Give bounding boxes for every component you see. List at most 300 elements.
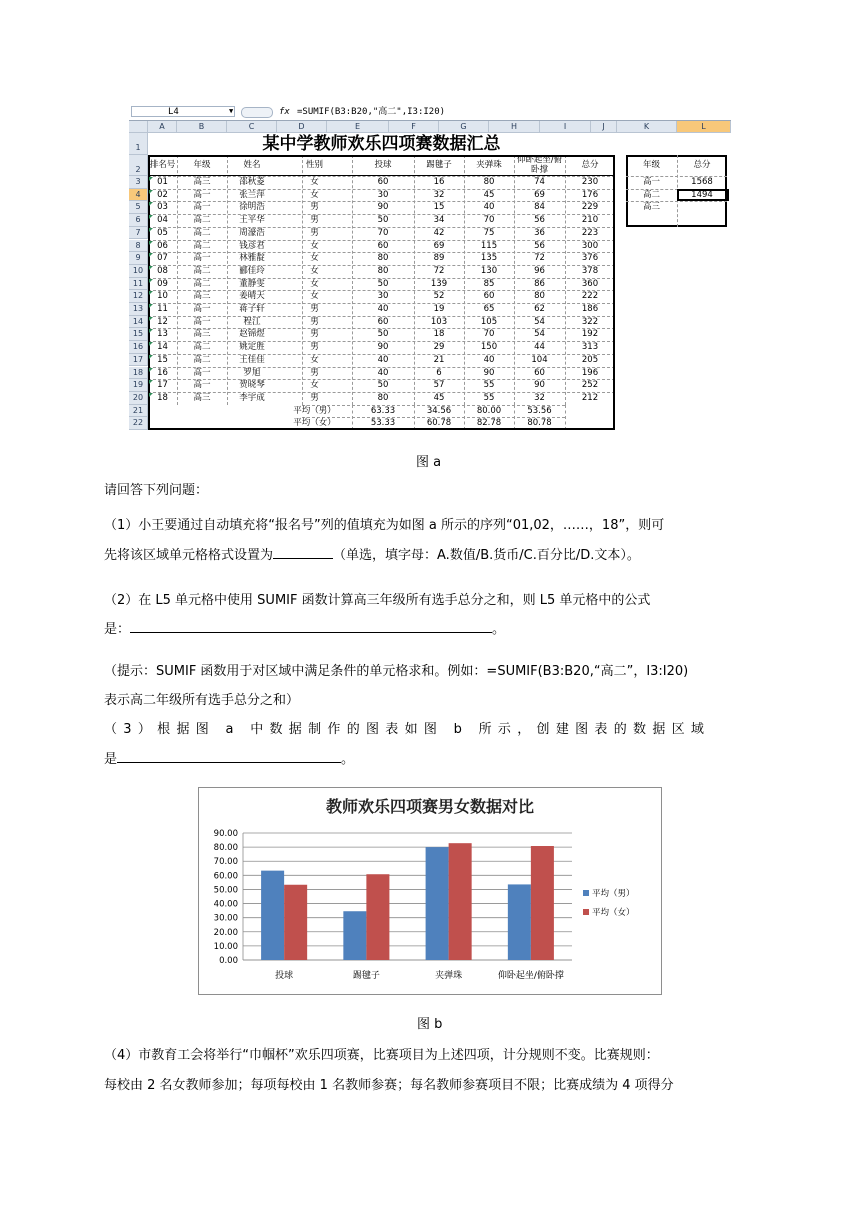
data-cell[interactable]: 176 xyxy=(581,189,599,200)
data-cell[interactable]: 300 xyxy=(581,240,599,251)
data-cell[interactable]: 44 xyxy=(534,342,545,353)
data-cell[interactable]: 男 xyxy=(310,342,319,353)
data-cell[interactable]: 10 xyxy=(157,291,168,302)
data-cell[interactable]: 高二 xyxy=(193,354,211,365)
header-cell[interactable]: 排名号 xyxy=(149,160,176,170)
q4-line-1: （4）市教育工会将举行“巾帼杯”欢乐四项赛，比赛项目为上述四项，计分规则不变。比赛规则： xyxy=(104,1048,659,1063)
average-cell[interactable]: 80.00 xyxy=(476,405,502,416)
row-header-9[interactable]: 9 xyxy=(129,252,148,265)
data-cell[interactable]: 252 xyxy=(581,380,599,391)
header-cell[interactable]: 总分 xyxy=(581,160,599,170)
chart-figure-b xyxy=(198,787,662,995)
data-cell[interactable]: 董静雯 xyxy=(239,278,265,289)
data-cell[interactable]: 210 xyxy=(581,215,599,226)
data-cell[interactable]: 高二 xyxy=(193,215,211,226)
column-header-e[interactable]: E xyxy=(327,121,389,133)
data-cell[interactable]: 12 xyxy=(157,316,168,327)
data-cell[interactable]: 84 xyxy=(534,202,545,213)
data-cell[interactable]: 16 xyxy=(433,177,445,187)
column-header-f[interactable]: F xyxy=(389,121,439,133)
bar-female xyxy=(284,885,307,960)
data-cell[interactable]: 男 xyxy=(310,316,319,327)
data-cell[interactable]: 322 xyxy=(581,316,599,327)
data-cell[interactable]: 60 xyxy=(377,316,389,327)
y-tick-label: 50.00 xyxy=(213,885,238,896)
data-cell[interactable]: 89 xyxy=(433,253,445,264)
zoom-slider-icon xyxy=(241,107,273,118)
data-cell[interactable]: 罗旭 xyxy=(243,367,261,378)
data-cell[interactable]: 03 xyxy=(157,202,168,213)
row-header-1[interactable]: 1 xyxy=(129,133,148,155)
data-cell[interactable]: 18 xyxy=(157,392,168,403)
data-cell[interactable]: 313 xyxy=(581,342,599,353)
data-cell[interactable]: 高一 xyxy=(193,304,211,314)
data-cell[interactable]: 29 xyxy=(433,342,445,353)
data-cell[interactable]: 林雅靛 xyxy=(239,253,265,264)
text-number-indicator-icon xyxy=(149,329,153,333)
row-header-3[interactable]: 3 xyxy=(129,176,148,189)
x-tick-label: 仰卧起坐/俯卧撑 xyxy=(497,971,564,981)
header-cell[interactable]: 姓名 xyxy=(243,160,261,170)
legend-swatch xyxy=(583,890,589,896)
data-cell[interactable]: 69 xyxy=(534,189,545,200)
text-number-indicator-icon xyxy=(149,355,153,359)
row-header-11[interactable]: 11 xyxy=(129,278,148,291)
q1-line-2-start: 先将该区域单元格格式设置为 xyxy=(104,548,274,563)
chart-title: 教师欢乐四项赛男女数据对比 xyxy=(325,797,535,816)
q3-answer-blank[interactable] xyxy=(117,748,341,763)
x-tick-label: 夹弹珠 xyxy=(435,971,463,981)
data-cell[interactable]: 男 xyxy=(310,227,319,238)
data-cell[interactable]: 30 xyxy=(377,291,389,302)
summary-cell[interactable]: 1568 xyxy=(691,177,713,187)
text-number-indicator-icon xyxy=(149,266,153,270)
column-header-k[interactable]: K xyxy=(617,121,677,133)
data-cell[interactable]: 17 xyxy=(157,380,168,391)
data-cell[interactable]: 6 xyxy=(436,367,442,378)
data-cell[interactable]: 40 xyxy=(377,367,389,378)
column-header-l[interactable]: L xyxy=(677,121,731,133)
column-header-i[interactable]: I xyxy=(540,121,591,133)
row-header-2[interactable]: 2 xyxy=(129,155,148,176)
data-cell[interactable]: 50 xyxy=(377,380,389,391)
bar-female xyxy=(366,874,389,960)
y-tick-label: 0.00 xyxy=(219,956,238,966)
q1-line-1: （1）小王要通过自动填充将“报名号”列的值填充为如图 a 所示的序列“01,02，……，18”，则可 xyxy=(104,518,665,533)
data-cell[interactable]: 196 xyxy=(581,367,599,378)
row-header-5[interactable]: 5 xyxy=(129,201,148,214)
data-cell[interactable]: 70 xyxy=(483,329,495,340)
q3-line-1: （3）根据图 a 中数据制作的图表如图 b 所示，创建图表的数据区域 xyxy=(104,722,711,737)
data-cell[interactable]: 女 xyxy=(310,291,319,302)
data-cell[interactable]: 高一 xyxy=(193,380,211,391)
row-header-19[interactable]: 19 xyxy=(129,379,148,392)
data-cell[interactable]: 高一 xyxy=(193,253,211,264)
data-cell[interactable]: 邵秋菱 xyxy=(239,177,265,187)
q1-answer-blank[interactable] xyxy=(273,544,333,559)
data-cell[interactable]: 姜晴天 xyxy=(239,291,265,302)
text-number-indicator-icon xyxy=(149,279,153,283)
data-cell[interactable]: 130 xyxy=(480,265,498,276)
row-header-10[interactable]: 10 xyxy=(129,265,148,278)
text-number-indicator-icon xyxy=(149,177,153,181)
select-all-corner[interactable] xyxy=(129,121,148,133)
text-number-indicator-icon xyxy=(149,317,153,321)
row-header-7[interactable]: 7 xyxy=(129,227,148,240)
data-cell[interactable]: 高二 xyxy=(193,342,211,353)
row-header-22[interactable]: 22 xyxy=(129,417,148,430)
data-cell[interactable]: 高三 xyxy=(193,329,211,340)
data-cell[interactable]: 男 xyxy=(310,215,319,226)
data-cell[interactable]: 80 xyxy=(534,291,545,302)
average-cell[interactable]: 60.78 xyxy=(426,418,452,429)
data-cell[interactable]: 09 xyxy=(157,278,168,289)
row-header-20[interactable]: 20 xyxy=(129,392,148,405)
data-cell[interactable]: 60 xyxy=(483,291,495,302)
data-cell[interactable]: 40 xyxy=(483,202,495,213)
data-cell[interactable]: 高三 xyxy=(193,291,211,302)
intro-text: 请回答下列问题： xyxy=(104,483,209,498)
data-cell[interactable]: 女 xyxy=(310,380,319,391)
data-cell[interactable]: 男 xyxy=(310,367,319,378)
data-cell[interactable]: 90 xyxy=(483,367,495,378)
figure-a-caption: 图 a xyxy=(416,455,442,470)
data-cell[interactable]: 36 xyxy=(534,227,545,238)
data-cell[interactable]: 55 xyxy=(483,392,495,403)
data-cell[interactable]: 80 xyxy=(377,253,389,264)
data-cell[interactable]: 高三 xyxy=(193,392,211,403)
header-cell[interactable]: 踢毽子 xyxy=(426,160,452,170)
data-cell[interactable]: 103 xyxy=(430,316,448,327)
column-header-h[interactable]: H xyxy=(489,121,540,133)
data-cell[interactable]: 72 xyxy=(433,265,445,276)
data-cell[interactable]: 54 xyxy=(534,316,545,327)
header-cell[interactable]: 投球 xyxy=(374,160,392,170)
data-cell[interactable]: 50 xyxy=(377,215,389,226)
data-cell[interactable]: 90 xyxy=(377,202,389,213)
data-cell[interactable]: 高一 xyxy=(193,367,211,378)
data-cell[interactable]: 高一 xyxy=(193,202,211,213)
data-cell[interactable]: 16 xyxy=(157,367,168,378)
text-number-indicator-icon xyxy=(149,368,153,372)
q3-line-2 xyxy=(104,745,758,774)
data-cell[interactable]: 女 xyxy=(310,253,319,264)
text-number-indicator-icon xyxy=(149,228,153,232)
legend-swatch xyxy=(583,909,589,915)
data-cell[interactable]: 女 xyxy=(310,265,319,276)
data-cell[interactable]: 32 xyxy=(534,392,545,403)
data-cell[interactable]: 王佳佳 xyxy=(239,354,265,365)
data-cell[interactable]: 40 xyxy=(377,304,389,314)
y-tick-label: 20.00 xyxy=(213,927,238,938)
data-cell[interactable]: 高三 xyxy=(193,177,211,187)
data-cell[interactable]: 230 xyxy=(581,177,599,187)
data-cell[interactable]: 192 xyxy=(581,329,599,340)
header-cell[interactable]: 性别 xyxy=(305,160,323,170)
row-header-4[interactable]: 4 xyxy=(129,189,148,202)
data-cell[interactable]: 李宇成 xyxy=(239,392,265,403)
data-cell[interactable]: 85 xyxy=(483,278,495,289)
data-cell[interactable]: 80 xyxy=(483,177,495,187)
data-cell[interactable]: 376 xyxy=(581,253,599,264)
row-header-17[interactable]: 17 xyxy=(129,354,148,367)
text-number-indicator-icon xyxy=(149,241,153,245)
data-cell[interactable]: 42 xyxy=(433,227,445,238)
data-cell[interactable]: 40 xyxy=(377,354,389,365)
x-tick-label: 踢毽子 xyxy=(352,971,380,981)
data-cell[interactable]: 04 xyxy=(157,215,168,226)
data-cell[interactable]: 60 xyxy=(377,177,389,187)
data-cell[interactable]: 60 xyxy=(534,367,545,378)
data-cell[interactable]: 男 xyxy=(310,392,319,403)
summary-cell[interactable]: 1494 xyxy=(691,189,713,200)
average-cell[interactable]: 平均（女） xyxy=(293,418,336,429)
data-cell[interactable]: 08 xyxy=(157,265,168,276)
data-cell[interactable]: 赵锦煜 xyxy=(239,329,265,340)
data-cell[interactable]: 70 xyxy=(377,227,389,238)
q3-line-2-end: 。 xyxy=(341,752,355,767)
data-cell[interactable]: 王平华 xyxy=(239,215,265,226)
data-cell[interactable]: 15 xyxy=(157,354,168,365)
data-cell[interactable]: 07 xyxy=(157,253,168,264)
data-cell[interactable]: 女 xyxy=(310,177,319,187)
row-header-6[interactable]: 6 xyxy=(129,214,148,227)
data-cell[interactable]: 80 xyxy=(377,265,389,276)
average-cell[interactable]: 82.78 xyxy=(476,418,502,429)
data-cell[interactable]: 32 xyxy=(433,189,445,200)
average-cell[interactable]: 80.78 xyxy=(527,418,552,429)
legend-label: 平均（男） xyxy=(592,889,635,899)
data-cell[interactable]: 40 xyxy=(483,354,495,365)
data-cell[interactable]: 104 xyxy=(531,354,548,365)
data-cell[interactable]: 378 xyxy=(581,265,599,276)
data-cell[interactable]: 19 xyxy=(433,304,445,314)
data-cell[interactable]: 50 xyxy=(377,278,389,289)
data-cell[interactable]: 65 xyxy=(483,304,495,314)
data-cell[interactable]: 21 xyxy=(433,354,445,365)
data-cell[interactable]: 45 xyxy=(483,189,495,200)
y-tick-label: 10.00 xyxy=(213,941,238,952)
formula-content[interactable]: =SUMIF(B3:B20,"高二",I3:I20) xyxy=(297,107,446,117)
header-cell[interactable]: 年级 xyxy=(193,160,211,170)
chart-svg xyxy=(199,788,661,994)
data-cell[interactable]: 105 xyxy=(480,316,498,327)
column-header-j[interactable]: J xyxy=(591,121,617,133)
bar-female xyxy=(449,843,472,960)
y-tick-label: 80.00 xyxy=(213,843,238,854)
column-header-b[interactable]: B xyxy=(177,121,227,133)
data-cell[interactable]: 150 xyxy=(480,342,498,353)
data-cell[interactable]: 高二 xyxy=(193,265,211,276)
q2-line-1: （2）在 L5 单元格中使用 SUMIF 函数计算高三年级所有选手总分之和，则 L5 单元格中的公式 xyxy=(104,593,651,608)
data-cell[interactable]: 30 xyxy=(377,189,389,200)
data-cell[interactable]: 贺晓琴 xyxy=(239,380,265,391)
y-tick-label: 60.00 xyxy=(213,871,238,882)
data-cell[interactable]: 周濠浩 xyxy=(239,227,265,238)
formula-bar xyxy=(129,104,731,121)
data-cell[interactable]: 高二 xyxy=(193,227,211,238)
data-cell[interactable]: 男 xyxy=(310,329,319,340)
bar-female xyxy=(531,846,554,960)
data-cell[interactable]: 360 xyxy=(581,278,599,289)
data-cell[interactable]: 80 xyxy=(377,392,389,403)
q2-line-2-start: 是： xyxy=(104,622,131,637)
name-box-dropdown-icon[interactable]: ▼ xyxy=(229,107,234,115)
data-cell[interactable]: 徐明浩 xyxy=(239,202,265,213)
data-cell[interactable]: 54 xyxy=(534,329,545,340)
data-cell[interactable]: 34 xyxy=(433,215,445,226)
text-number-indicator-icon xyxy=(149,304,153,308)
y-tick-label: 90.00 xyxy=(213,829,238,839)
text-number-indicator-icon xyxy=(149,291,153,295)
q3-line-2-start: 是 xyxy=(104,752,118,767)
x-tick-label: 投球 xyxy=(275,971,294,981)
column-header-c[interactable]: C xyxy=(227,121,277,133)
name-box[interactable]: L4 xyxy=(131,106,235,117)
data-cell[interactable]: 139 xyxy=(430,278,448,289)
data-cell[interactable]: 蒋子轩 xyxy=(239,304,265,314)
hint-line-2: 表示高二年级所有选手总分之和） xyxy=(104,693,300,708)
summary-cell[interactable]: 高三 xyxy=(642,202,660,213)
text-number-indicator-icon xyxy=(149,253,153,257)
data-cell[interactable]: 90 xyxy=(377,342,389,353)
summary-cell[interactable]: 高一 xyxy=(642,177,660,187)
data-cell[interactable]: 13 xyxy=(157,329,168,340)
data-cell[interactable]: 05 xyxy=(157,227,168,238)
data-cell[interactable]: 男 xyxy=(310,202,319,213)
data-cell[interactable]: 郦佳玲 xyxy=(239,265,265,276)
summary-header-cell[interactable]: 年级 xyxy=(642,160,660,170)
data-cell[interactable]: 女 xyxy=(310,354,319,365)
data-cell[interactable]: 70 xyxy=(483,215,495,226)
row-header-18[interactable]: 18 xyxy=(129,367,148,380)
average-cell[interactable]: 53.33 xyxy=(370,418,396,429)
data-cell[interactable]: 229 xyxy=(581,202,599,213)
row-header-12[interactable]: 12 xyxy=(129,290,148,303)
text-number-indicator-icon xyxy=(149,342,153,346)
text-number-indicator-icon xyxy=(149,215,153,219)
data-cell[interactable]: 高二 xyxy=(193,278,211,289)
hint-line-1: （提示：SUMIF 函数用于对区域中满足条件的单元格求和。例如：=SUMIF(B3:B20,“高二”，I3:I20) xyxy=(104,664,689,679)
data-cell[interactable]: 86 xyxy=(534,278,545,289)
data-cell[interactable]: 女 xyxy=(310,189,319,200)
data-cell[interactable]: 11 xyxy=(157,304,168,314)
data-cell[interactable]: 96 xyxy=(534,265,545,276)
row-header-13[interactable]: 13 xyxy=(129,303,148,316)
bar-male xyxy=(343,911,366,960)
data-cell[interactable]: 62 xyxy=(534,304,545,314)
data-cell[interactable]: 姚定胜 xyxy=(239,342,265,353)
data-cell[interactable]: 205 xyxy=(581,354,599,365)
data-cell[interactable]: 115 xyxy=(480,240,498,251)
data-cell[interactable]: 57 xyxy=(433,380,445,391)
data-cell[interactable]: 06 xyxy=(157,240,168,251)
figure-b-caption: 图 b xyxy=(417,1017,443,1032)
data-cell[interactable]: 212 xyxy=(581,392,599,403)
data-cell[interactable]: 52 xyxy=(433,291,445,302)
bar-male xyxy=(508,884,531,960)
text-number-indicator-icon xyxy=(149,202,153,206)
data-cell[interactable]: 75 xyxy=(483,227,495,238)
summary-cell[interactable]: 高二 xyxy=(642,189,660,200)
row-header-15[interactable]: 15 xyxy=(129,328,148,341)
summary-cell[interactable] xyxy=(677,201,727,214)
data-cell[interactable]: 01 xyxy=(157,177,168,187)
legend-label: 平均（女） xyxy=(592,908,635,918)
data-cell[interactable]: 60 xyxy=(377,240,389,251)
data-cell[interactable]: 223 xyxy=(581,227,599,238)
average-cell[interactable]: 34.56 xyxy=(426,405,452,416)
column-header-a[interactable]: A xyxy=(148,121,177,133)
summary-header-cell[interactable]: 总分 xyxy=(693,160,711,170)
text-number-indicator-icon xyxy=(149,190,153,194)
data-cell[interactable]: 高二 xyxy=(193,240,211,251)
y-tick-label: 70.00 xyxy=(213,857,238,868)
average-cell[interactable]: 63.33 xyxy=(370,405,396,416)
data-cell[interactable]: 张兰萍 xyxy=(239,189,265,200)
fx-label[interactable]: fx xyxy=(279,107,290,117)
data-cell[interactable]: 高一 xyxy=(193,316,211,327)
row-header-8[interactable]: 8 xyxy=(129,240,148,253)
sheet-title: 某中学教师欢乐四项赛数据汇总 xyxy=(262,134,501,154)
column-header-g[interactable]: G xyxy=(439,121,489,133)
data-cell[interactable]: 02 xyxy=(157,189,168,200)
data-cell[interactable]: 186 xyxy=(581,304,599,314)
data-cell[interactable]: 74 xyxy=(534,177,545,187)
row-header-16[interactable]: 16 xyxy=(129,341,148,354)
data-cell[interactable]: 90 xyxy=(534,380,545,391)
bar-male xyxy=(426,847,449,960)
q4-line-2: 每校由 2 名女教师参加；每项每校由 1 名教师参赛；每名教师参赛项目不限；比赛成绩为 4 项得分 xyxy=(104,1078,674,1093)
column-header-d[interactable]: D xyxy=(277,121,327,133)
average-cell[interactable]: 平均（男） xyxy=(293,405,336,416)
data-cell[interactable]: 男 xyxy=(310,304,319,314)
data-cell[interactable]: 45 xyxy=(433,392,445,403)
bar-male xyxy=(261,871,284,960)
q1-line-2 xyxy=(104,541,758,570)
text-number-indicator-icon xyxy=(149,380,153,384)
data-cell[interactable]: 14 xyxy=(157,342,168,353)
q2-answer-blank[interactable] xyxy=(130,618,492,633)
data-cell[interactable]: 程江 xyxy=(243,316,261,327)
average-cell[interactable]: 53.56 xyxy=(527,405,552,416)
q2-line-2 xyxy=(104,615,758,644)
data-cell[interactable]: 56 xyxy=(534,215,545,226)
data-cell[interactable]: 15 xyxy=(433,202,445,213)
data-cell[interactable]: 55 xyxy=(483,380,495,391)
header-cell[interactable]: 夹弹珠 xyxy=(476,160,502,170)
q1-line-2-end: （单选，填字母：A.数值/B.货币/C.百分比/D.文本）。 xyxy=(333,548,640,563)
data-cell[interactable]: 钱彦君 xyxy=(239,240,265,251)
spreadsheet-screenshot xyxy=(129,104,731,438)
data-cell[interactable]: 高一 xyxy=(193,189,211,200)
data-cell[interactable]: 女 xyxy=(310,240,319,251)
data-cell[interactable]: 135 xyxy=(480,253,498,264)
data-cell[interactable]: 69 xyxy=(433,240,445,251)
header-cell-situp[interactable]: 仰卧起坐/俯卧撑 xyxy=(516,156,563,175)
data-cell[interactable]: 56 xyxy=(534,240,545,251)
text-number-indicator-icon xyxy=(149,393,153,397)
data-cell[interactable]: 50 xyxy=(377,329,389,340)
q2-line-2-end: 。 xyxy=(492,622,506,637)
row-header-21[interactable]: 21 xyxy=(129,405,148,418)
y-tick-label: 40.00 xyxy=(213,899,238,910)
data-cell[interactable]: 18 xyxy=(433,329,445,340)
row-header-14[interactable]: 14 xyxy=(129,316,148,329)
data-cell[interactable]: 女 xyxy=(310,278,319,289)
data-cell[interactable]: 222 xyxy=(581,291,599,302)
data-cell[interactable]: 72 xyxy=(534,253,545,264)
